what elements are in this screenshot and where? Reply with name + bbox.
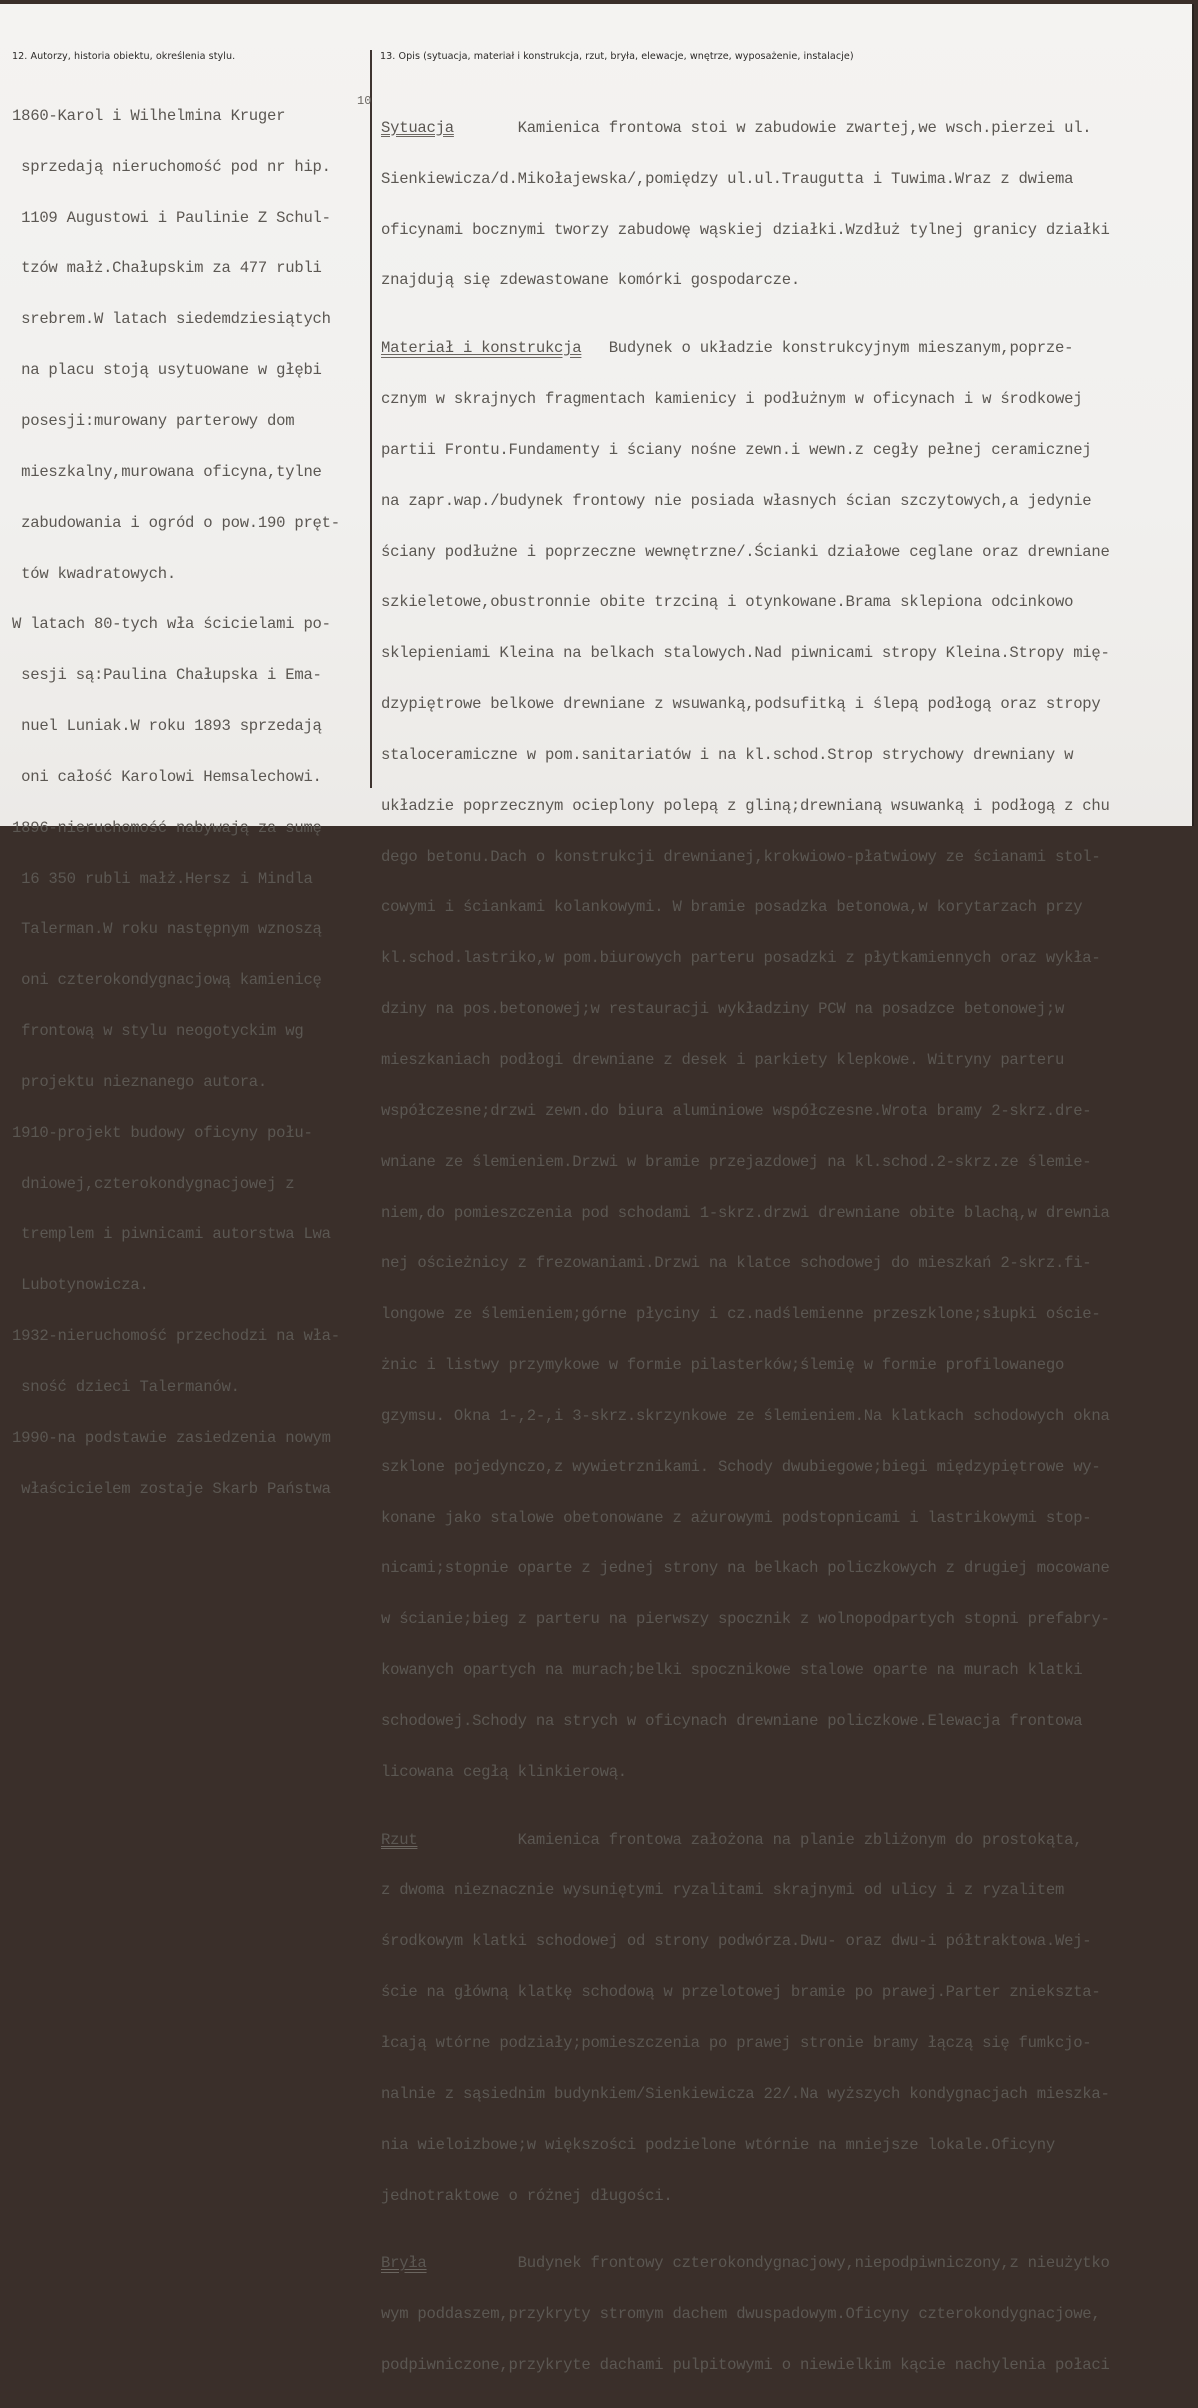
history-line: zabudowania i ogród o pow.190 pręt-	[12, 513, 340, 532]
description-line: licowana cegłą klinkierową.	[381, 1762, 627, 1781]
section-text: Budynek frontowy czterokondygnacjowy,niepodpiwniczony,z nieużytko	[426, 2254, 1110, 2273]
description-line: łcają wtórne podziały;pomieszczenia po prawej stronie bramy łączą się fumkcjo-	[381, 2033, 1092, 2052]
description-line: wniane ze ślemieniem.Drzwi w bramie przejazdowej na kl.schod.2-skrz.ze ślemie-	[381, 1152, 1092, 1171]
description-line: mieszkaniach podłogi drewniane z desek i parkiety klepkowe. Witryny parteru	[381, 1051, 1065, 1069]
section-plan-first-line	[381, 1832, 1110, 1849]
description-line: na zapr.wap./budynek frontowy nie posiada własnych ścian szczytowych,a jedynie	[381, 491, 1092, 510]
history-line: srebrem.W latach siedemdziesiątych	[12, 310, 331, 329]
description-line: dzypiętrowe belkowe drewniane z wsuwanką,podsufitką i ślepą podłogą oraz stropy	[381, 695, 1101, 714]
description-line: staloceramiczne w pom.sanitariatów i na kl.schod.Strop strychowy drewniany w	[381, 745, 1074, 764]
margin-mark: 10	[357, 94, 372, 108]
description-line: nia wieloizbowe;w większości podzielone wtórnie na mniejsze lokale.Oficyny	[381, 2135, 1055, 2154]
history-line: 1896-nieruchomość nabywają za sumę	[12, 818, 322, 837]
history-line: 1910-projekt budowy oficyny połu-	[12, 1123, 313, 1142]
document-sheet	[0, 4, 1194, 2374]
history-line: projektu nieznanego autora.	[12, 1072, 268, 1091]
history-line: tów kwadratowych.	[12, 564, 176, 583]
description-line: Sienkiewicza/d.Mikołajewska/,pomiędzy ul.ul.Traugutta i Tuwima.Wraz z dwiema	[381, 169, 1074, 188]
description-line: schodowej.Schody na strych w oficynach drewniane policzkowe.Elewacja frontowa	[381, 1711, 1083, 1730]
history-line: dniowej,czterokondygnacjowej z	[12, 1174, 295, 1193]
history-line: nuel Luniak.W roku 1893 sprzedają	[12, 717, 322, 736]
description-line: niem,do pomieszczenia pod schodami 1-skrz.drzwi drewniane obite blachą,w drewnia	[381, 1203, 1110, 1222]
description-line: szklone pojedynczo,z wywietrznikami. Schody dwubiegowe;biegi międzypiętrowe wy-	[381, 1457, 1101, 1476]
description-line: szkieletowe,obustronnie obite trzciną i otynkowane.Brama sklepiona odcinkowo	[381, 593, 1074, 612]
right-column-heading: 13. Opis (sytuacja, materiał i konstrukcja, rzut, bryła, elewacje, wnętrze, wyposażenie, instalacje)	[380, 51, 854, 62]
left-column-heading: 12. Autorzy, historia obiektu, określenia stylu.	[12, 51, 236, 62]
description-line: środkowym klatki schodowej od strony podwórza.Dwu- oraz dwu-i półtraktowa.Wej-	[381, 1932, 1092, 1951]
section-situation-first-line	[381, 120, 1110, 137]
history-line: sność dzieci Talermanów.	[12, 1378, 240, 1396]
description-line: żnic i listwy przymykowe w formie pilasterków;ślemię w formie profilowanego	[381, 1356, 1065, 1375]
description-line: współczesne;drzwi zewn.do biura aluminiowe współczesne.Wrota bramy 2-skrz.dre-	[381, 1101, 1092, 1120]
history-line: frontową w stylu neogotyckim wg	[12, 1022, 304, 1041]
description-line: układzie poprzecznym ocieplony polepą z gliną;drewnianą wsuwanką i podłogą z chu	[381, 796, 1110, 815]
description-line: kowanych opartych na murach;belki spocznikowe stalowe oparte na murach klatki	[381, 1661, 1083, 1680]
history-line: mieszkalny,murowana oficyna,tylne	[12, 462, 322, 481]
history-line: 1932-nieruchomość przechodzi na wła-	[12, 1327, 340, 1346]
history-line: właścicielem zostaje Skarb Państwa	[12, 1479, 331, 1498]
section-title-massing: Bryła	[381, 2254, 427, 2273]
history-line: Lubotynowicza.	[12, 1276, 149, 1295]
description-line: ściany podłużne i poprzeczne wewnętrzne/.Ścianki działowe ceglane oraz drewniane	[381, 542, 1110, 561]
description-line: konane jako stalowe obetonowane z ażurowymi podstopnicami i lastrikowymi stop-	[381, 1508, 1092, 1527]
history-line: na placu stoją usytuowane w głębi	[12, 361, 322, 380]
history-line: Talerman.W roku następnym wznoszą	[12, 920, 322, 939]
history-line: W latach 80-tych wła ścicielami po-	[12, 615, 331, 634]
history-line: 1109 Augustowi i Paulinie Z Schul-	[12, 208, 331, 227]
section-text: Kamienica frontowa założona na planie zbliżonym do prostokąta,	[417, 1830, 1083, 1849]
description-line: dziny na pos.betonowej;w restauracji wykładziny PCW na posadzce betonowej;w	[381, 1000, 1065, 1019]
description-line: podpiwniczone,przykryte dachami pulpitowymi o niewielkim kącie nachylenia połaci	[381, 2356, 1110, 2374]
section-text: Kamienica frontowa stoi w zabudowie zwartej,we wsch.pierzei ul.	[453, 118, 1092, 137]
history-line: 16 350 rubli małż.Hersz i Mindla	[12, 869, 313, 888]
history-line: 1860-Karol i Wilhelmina Kruger	[12, 106, 286, 125]
history-line: sprzedają nieruchomość pod nr hip.	[12, 157, 331, 176]
history-line: sesji są:Paulina Chałupska i Ema-	[12, 666, 322, 685]
history-line: oni całość Karolowi Hemsalechowi.	[12, 767, 322, 786]
history-line: tzów małż.Chałupskim za 477 rubli	[12, 259, 322, 278]
history-line: 1990-na podstawie zasiedzenia nowym	[12, 1428, 331, 1447]
description-line: nalnie z sąsiednim budynkiem/Sienkiewicza 22/.Na wyższych kondygnacjach mieszka-	[381, 2084, 1110, 2103]
column-divider	[370, 50, 372, 788]
description-line: kl.schod.lastriko,w pom.biurowych parteru posadzki z płytkamiennych oraz wykła-	[381, 949, 1101, 968]
description-line: cznym w skrajnych fragmentach kamienicy i podłużnym w oficynach i w środkowej	[381, 390, 1083, 409]
description-line: w ścianie;bieg z parteru na pierwszy spocznik z wolnopodpartych stopni prefabry-	[381, 1610, 1110, 1629]
description-line: nicami;stopnie oparte z jednej strony na belkach policzkowych z drugiej mocowane	[381, 1559, 1110, 1578]
description-line: ście na główną klatkę schodową w przelotowej bramie po prawej.Parter zniekszta-	[381, 1983, 1101, 2002]
section-title-material: Materiał i konstrukcja	[381, 339, 582, 358]
history-line: posesji:murowany parterowy dom	[12, 411, 295, 430]
description-line: oficynami bocznymi tworzy zabudowę wąskiej działki.Wzdłuż tylnej granicy działki	[381, 220, 1110, 239]
description-line: znajdują się zdewastowane komórki gospodarcze.	[381, 271, 800, 290]
description-line: longowe ze ślemieniem;górne płyciny i cz.nadślemienne przeszklone;słupki oście-	[381, 1305, 1101, 1324]
section-title-situation: Sytuacja	[381, 118, 454, 137]
description-line: dego betonu.Dach o konstrukcji drewnianej,krokwiowo-płatwiowy ze ścianami stol-	[381, 847, 1101, 866]
description-line: sklepieniami Kleina na belkach stalowych.Nad piwnicami stropy Kleina.Stropy mię-	[381, 644, 1110, 663]
description-line: z dwoma nieznacznie wysuniętymi ryzalitami skrajnymi od ulicy i z ryzalitem	[381, 1881, 1065, 1900]
description-text	[381, 69, 1110, 2408]
description-line: partii Frontu.Fundamenty i ściany nośne zewn.i wewn.z cegły pełnej ceramicznej	[381, 440, 1092, 459]
description-line: cowymi i ściankami kolankowymi. W bramie posadzka betonowa,w korytarzach przy	[381, 898, 1083, 917]
section-massing-first-line	[381, 2255, 1110, 2272]
description-line: jednotraktowe o różnej długości.	[381, 2186, 673, 2205]
description-line: wym poddaszem,przykryty stromym dachem dwuspadowym.Oficyny czterokondygnacjowe,	[381, 2305, 1101, 2324]
description-line: nej ościeżnicy z frezowaniami.Drzwi na klatce schodowej do mieszkań 2-skrz.fi-	[381, 1254, 1092, 1273]
section-text: Budynek o układzie konstrukcyjnym mieszanym,poprze-	[581, 339, 1074, 358]
history-line: tremplem i piwnicami autorstwa Lwa	[12, 1225, 331, 1244]
history-text	[12, 74, 340, 1532]
section-title-plan: Rzut	[381, 1830, 418, 1849]
description-line: gzymsu. Okna 1-,2-,i 3-skrz.skrzynkowe ze ślemieniem.Na klatkach schodowych okna	[381, 1406, 1110, 1425]
section-material-first-line	[381, 340, 1110, 357]
history-line: oni czterokondygnacjową kamienicę	[12, 971, 322, 990]
